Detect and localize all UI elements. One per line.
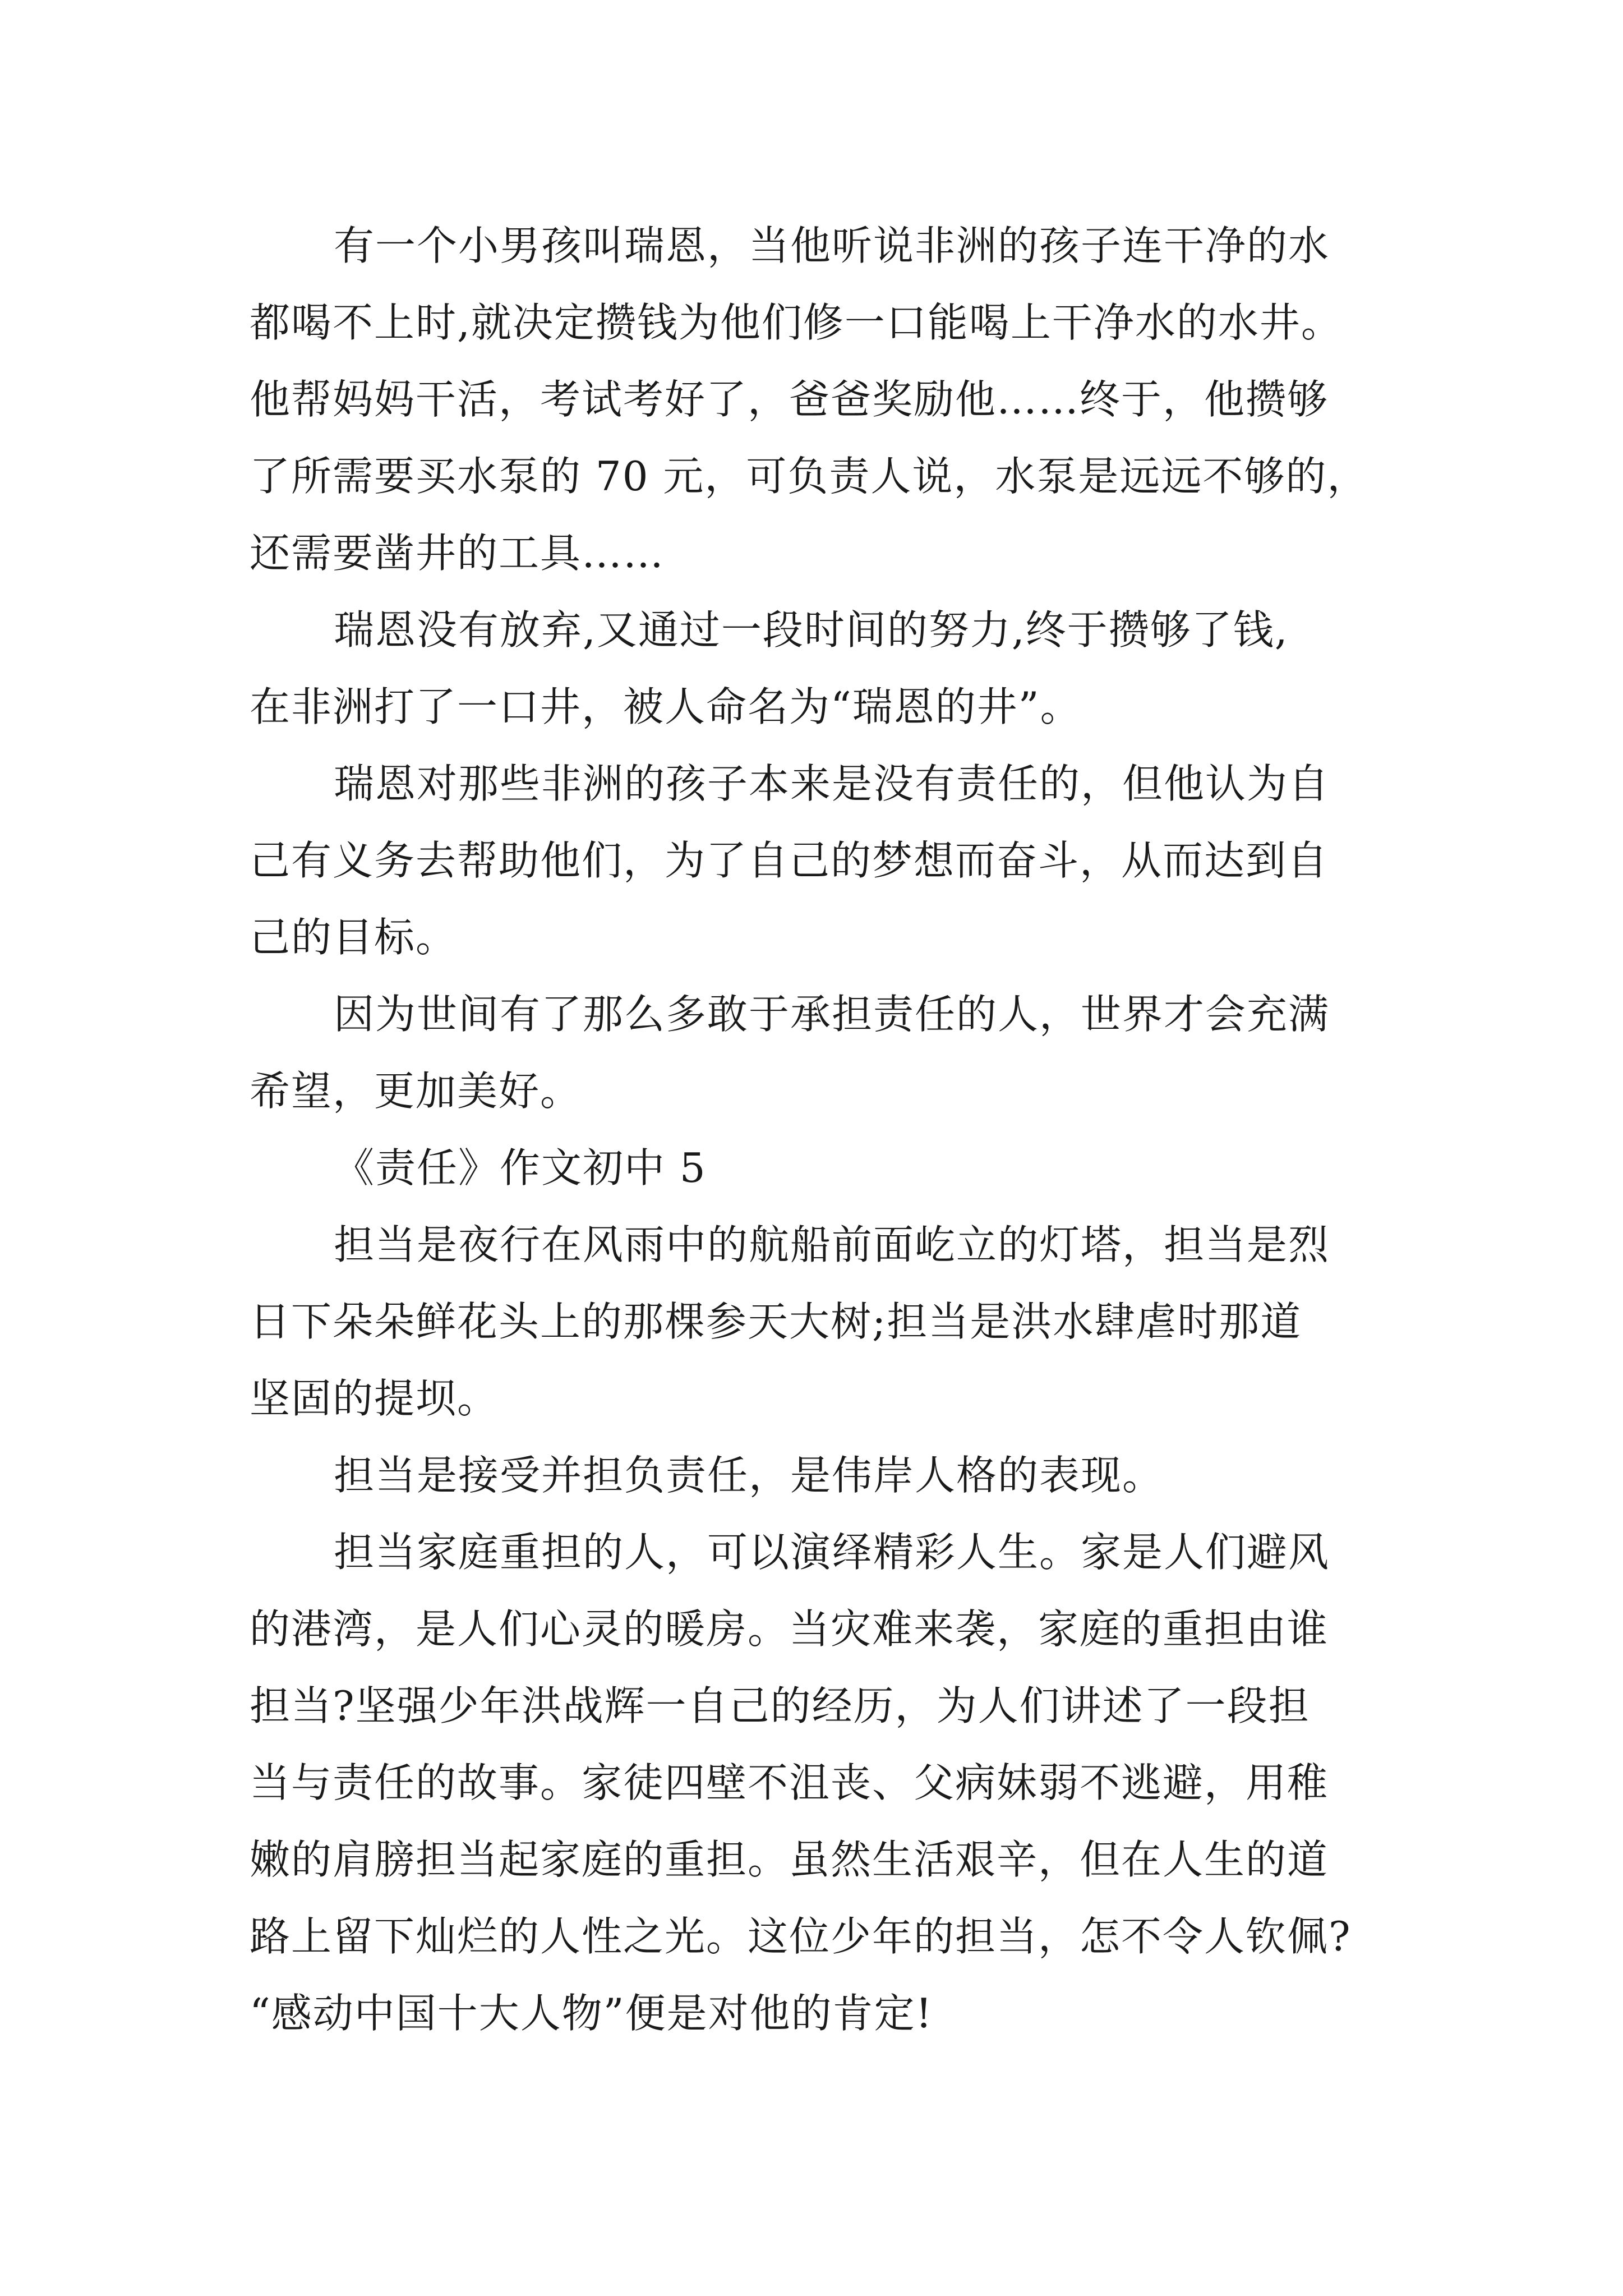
text-line: 都喝不上时,就决定攒钱为他们修一口能喝上干净水的水井。 (250, 299, 1343, 346)
text-line: “感动中国十大人物”便是对他的肯定! (250, 1990, 933, 2037)
text-line: 瑞恩没有放弃,又通过一段时间的努力,终于攒够了钱, (334, 606, 1289, 654)
text-line: 路上留下灿烂的人性之光。这位少年的担当，怎不令人钦佩? (250, 1913, 1352, 1960)
text-line: 因为世间有了那么多敢于承担责任的人，世界才会充满 (334, 991, 1330, 1038)
text-line: 担当是夜行在风雨中的航船前面屹立的灯塔，担当是烈 (334, 1221, 1330, 1268)
text-line: 嫩的肩膀担当起家庭的重担。虽然生活艰辛，但在人生的道 (250, 1836, 1329, 1883)
text-line: 了所需要买水泵的 70 元，可负责人说，水泵是远远不够的， (250, 453, 1369, 500)
text-line: 在非洲打了一口井，被人命名为“瑞恩的井”。 (250, 683, 1082, 730)
text-line: 担当?坚强少年洪战辉一自己的经历，为人们讲述了一段担 (250, 1682, 1310, 1729)
text-line: 担当家庭重担的人，可以演绎精彩人生。家是人们避风 (334, 1529, 1330, 1576)
text-line: 当与责任的故事。家徒四壁不沮丧、父病妹弱不逃避，用稚 (250, 1759, 1329, 1806)
text-line: 瑞恩对那些非洲的孩子本来是没有责任的，但他认为自 (334, 760, 1330, 807)
text-line: 己的目标。 (250, 914, 458, 961)
text-line: 日下朵朵鲜花头上的那棵参天大树;担当是洪水肆虐时那道 (250, 1298, 1302, 1345)
text-line: 己有义务去帮助他们，为了自己的梦想而奋斗，从而达到自 (250, 837, 1329, 884)
text-line: 坚固的提坝。 (250, 1375, 499, 1422)
text-line: 希望，更加美好。 (250, 1068, 582, 1115)
text-line: 担当是接受并担负责任，是伟岸人格的表现。 (334, 1452, 1164, 1499)
text-line: 他帮妈妈干活，考试考好了，爸爸奖励他……终于，他攒够 (250, 376, 1329, 423)
text-line: 的港湾，是人们心灵的暖房。当灾难来袭，家庭的重担由谁 (250, 1605, 1329, 1653)
text-line: 还需要凿井的工具…… (250, 530, 665, 577)
text-line: 有一个小男孩叫瑞恩，当他听说非洲的孩子连干净的水 (334, 222, 1330, 269)
section-heading: 《责任》作文初中 5 (334, 1144, 707, 1191)
